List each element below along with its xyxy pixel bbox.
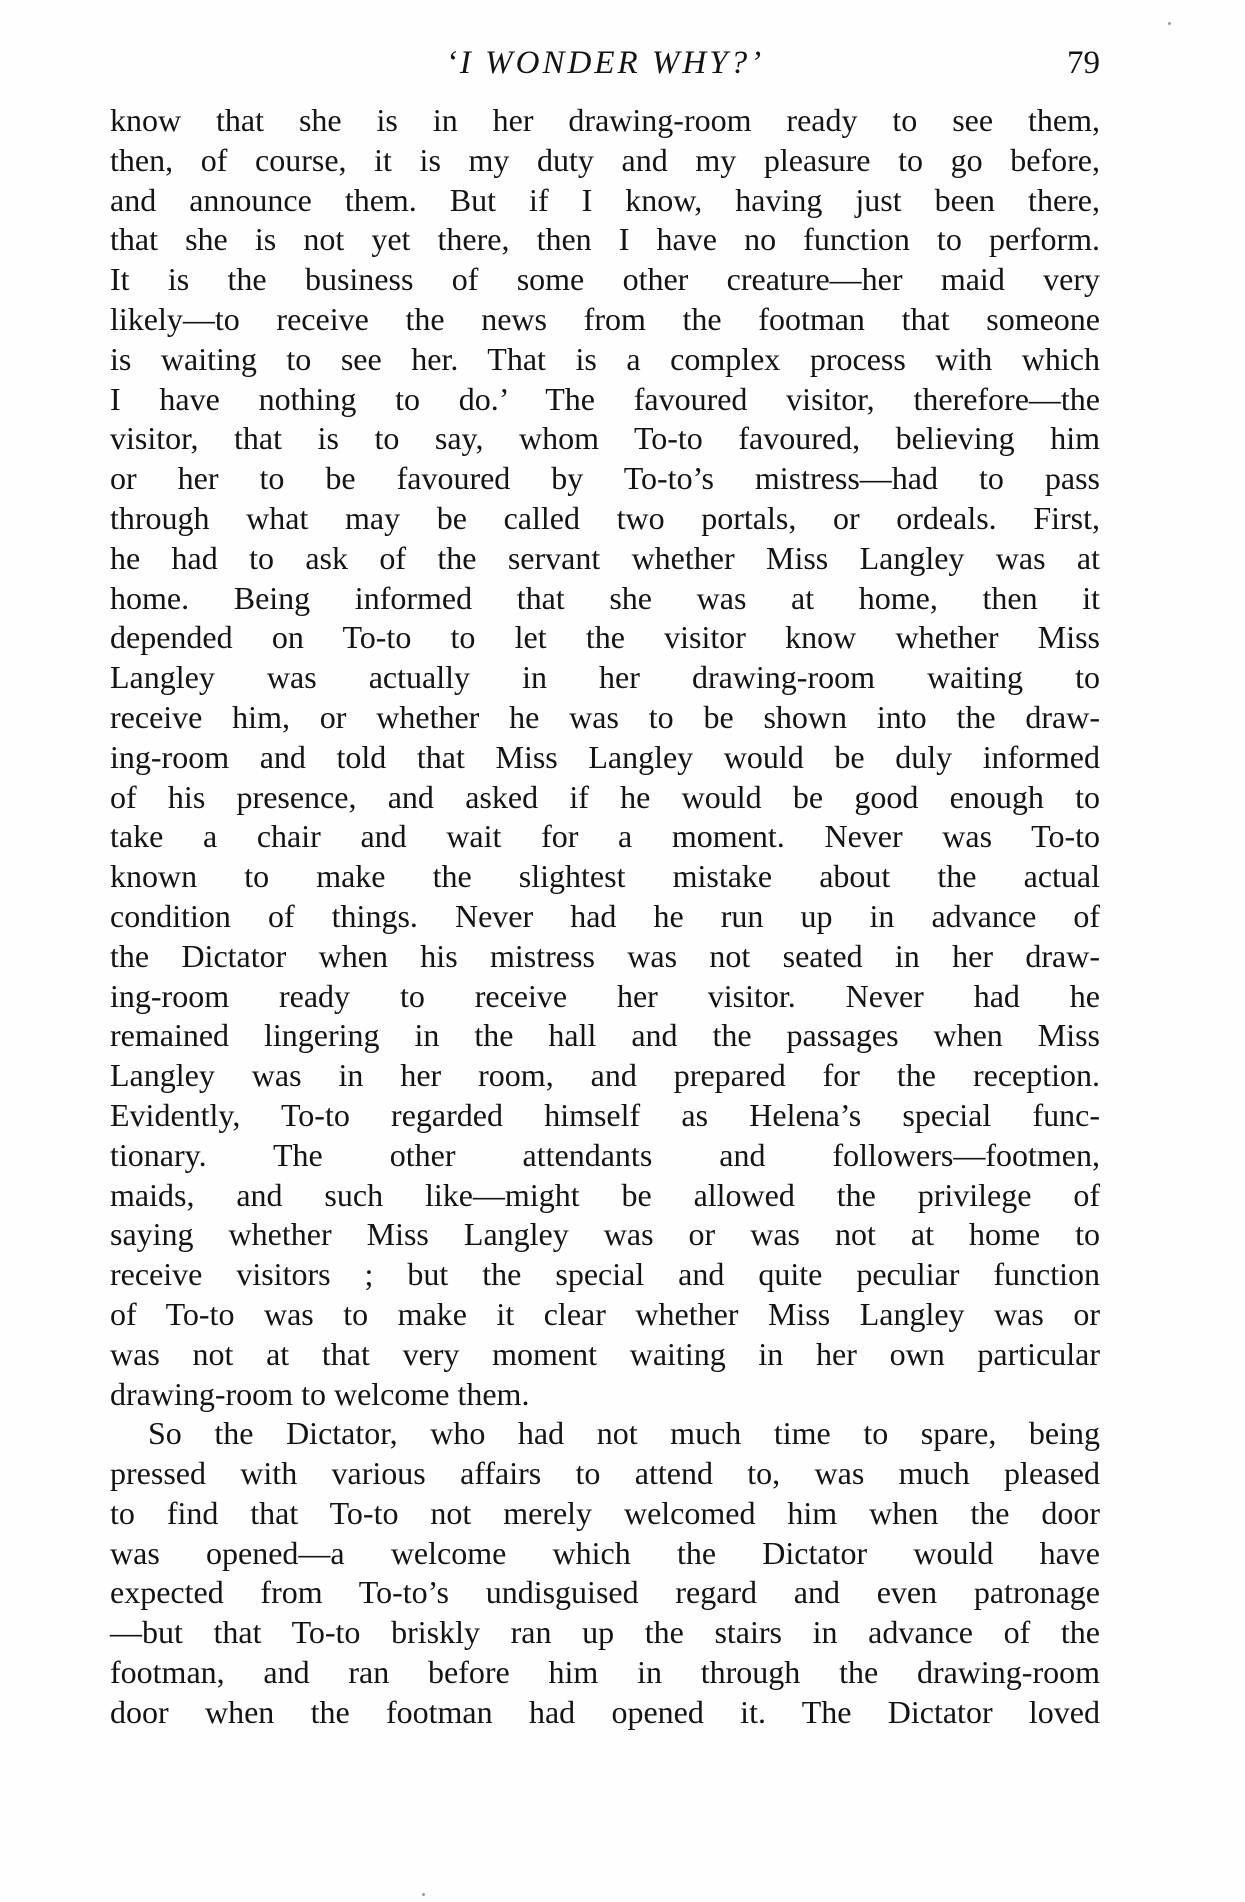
text-line: tionary. The other attendants and followers—footmen,: [110, 1136, 1100, 1173]
text-line: ing-room and told that Miss Langley would be duly informed: [110, 738, 1100, 775]
text-line: was opened—a welcome which the Dictator would have: [110, 1534, 1100, 1571]
text-line: of his presence, and asked if he would be good enough to: [110, 778, 1100, 815]
text-line: home. Being informed that she was at home, then it: [110, 579, 1100, 616]
text-line: of To-to was to make it clear whether Miss Langley was or: [110, 1295, 1100, 1332]
text-line: remained lingering in the hall and the passages when Miss: [110, 1017, 1100, 1054]
text-line: know that she is in her drawing-room ready to see them,: [110, 102, 1100, 138]
text-line: So the Dictator, who had not much time to spare, being: [148, 1415, 1100, 1452]
text-line: known to make the slightest mistake about the actual: [110, 858, 1100, 895]
text-line: I have nothing to do.’ The favoured visitor, therefore—the: [110, 380, 1100, 417]
paragraph: [110, 101, 1100, 1414]
text-line: expected from To-to’s undisguised regard and even patronage: [110, 1574, 1100, 1611]
text-line: receive him, or whether he was to be shown into the draw-: [110, 698, 1100, 735]
text-line: was not at that very moment waiting in her own particular: [110, 1335, 1100, 1372]
text-line: door when the footman had opened it. The Dictator loved: [110, 1693, 1100, 1730]
text-line: Langley was actually in her drawing-room waiting to: [110, 659, 1100, 696]
text-line: is waiting to see her. That is a complex process with which: [110, 340, 1100, 377]
text-line: drawing-room to welcome them.: [110, 1375, 530, 1412]
text-line: to find that To-to not merely welcomed him when the door: [110, 1494, 1100, 1531]
text-line: maids, and such like—might be allowed the privilege of: [110, 1176, 1100, 1213]
text-line: saying whether Miss Langley was or was not at home to: [110, 1216, 1100, 1253]
text-line: It is the business of some other creature—her maid very: [110, 261, 1100, 298]
paper-speck: [422, 1893, 425, 1896]
text-line: depended on To-to to let the visitor know whether Miss: [110, 619, 1100, 656]
text-line: receive visitors ; but the special and quite peculiar function: [110, 1256, 1100, 1293]
paragraph: [110, 1414, 1100, 1732]
text-line: then, of course, it is my duty and my pleasure to go before,: [110, 141, 1100, 178]
text-line: pressed with various affairs to attend to, was much pleased: [110, 1455, 1100, 1492]
text-line: the Dictator when his mistress was not seated in her draw-: [110, 937, 1100, 974]
text-line: and announce them. But if I know, having just been there,: [110, 181, 1100, 218]
text-line: visitor, that is to say, whom To-to favoured, believing him: [110, 420, 1100, 457]
text-line: he had to ask of the servant whether Miss Langley was at: [110, 539, 1100, 576]
text-line: ing-room ready to receive her visitor. Never had he: [110, 977, 1100, 1014]
paper-speck: [1168, 22, 1171, 25]
text-line: footman, and ran before him in through the drawing-room: [110, 1654, 1100, 1691]
body-text: [110, 101, 1100, 1733]
text-line: take a chair and wait for a moment. Never was To-to: [110, 818, 1100, 855]
text-line: likely—to receive the news from the footman that someone: [110, 300, 1100, 337]
text-line: Langley was in her room, and prepared for the reception.: [110, 1057, 1100, 1094]
text-line: condition of things. Never had he run up in advance of: [110, 897, 1100, 934]
page-number: 79: [1067, 45, 1100, 81]
text-line: or her to be favoured by To-to’s mistress—had to pass: [110, 460, 1100, 497]
running-head: [110, 40, 1100, 86]
text-line: that she is not yet there, then I have no function to perform.: [110, 221, 1100, 258]
running-title: ‘I WONDER WHY?’: [445, 45, 765, 81]
text-line: through what may be called two portals, or ordeals. First,: [110, 499, 1100, 536]
text-line: —but that To-to briskly ran up the stairs in advance of the: [110, 1614, 1100, 1651]
text-line: Evidently, To-to regarded himself as Helena’s special func-: [110, 1096, 1100, 1133]
